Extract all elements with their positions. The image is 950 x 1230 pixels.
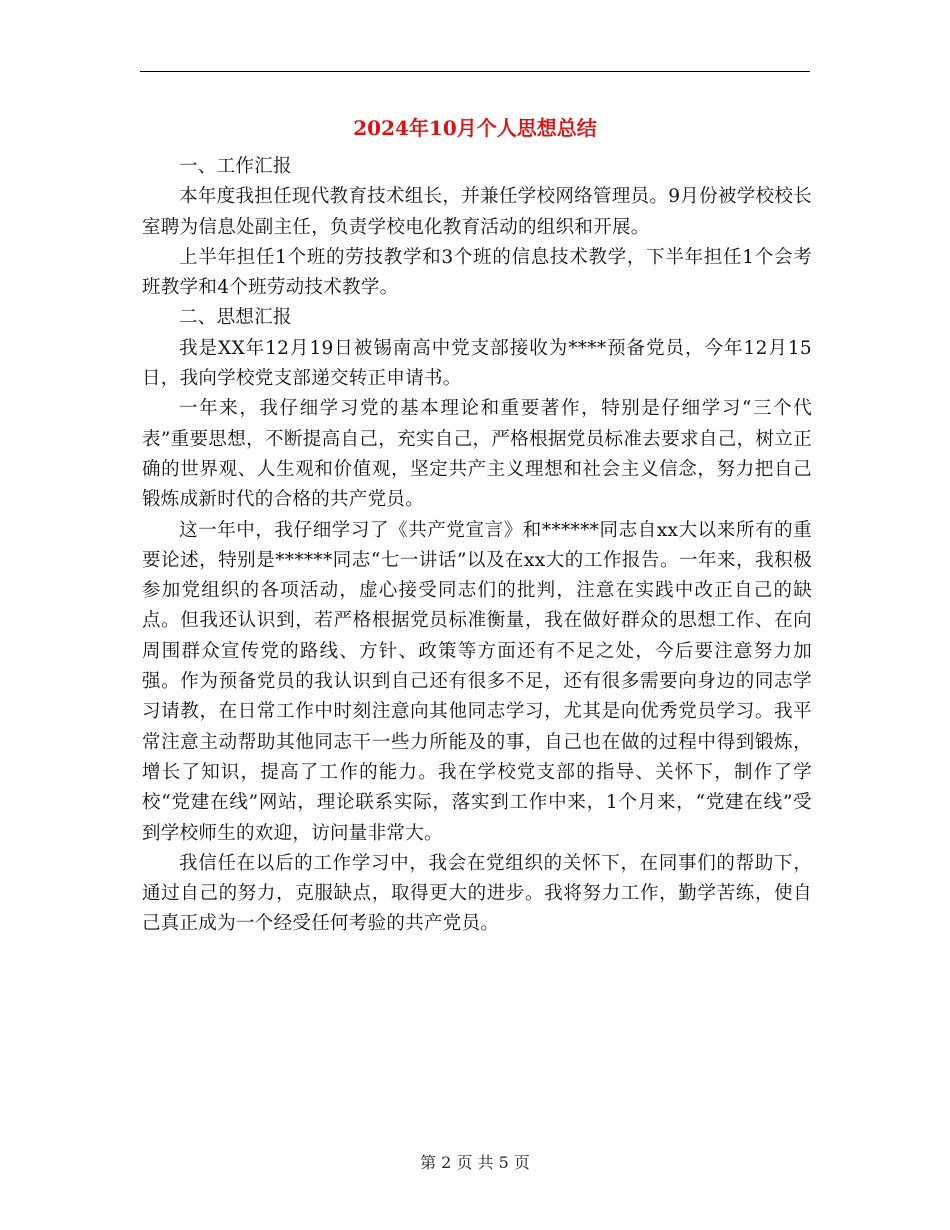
paragraph: 我信任在以后的工作学习中，我会在党组织的关怀下，在同事们的帮助下，通过自己的努力，克服缺点，取得更大的进步。我将努力工作，勤学苦练，使自己真正成为一个经受任何考验的共产党员。 [142,852,812,935]
section-heading-work: 一、工作汇报 [179,156,292,177]
paragraph: 上半年担任1个班的劳技教学和3个班的信息技术教学，下半年担任1个会考班教学和4个班劳动技术教学。 [142,246,812,299]
paragraph: 我是XX年12月19日被锡南高中党支部接收为****预备党员，今年12月15日，我向学校党支部递交转正申请书。 [142,337,812,390]
section-heading-thought: 二、思想汇报 [179,307,292,329]
paragraph: 一年来，我仔细学习党的基本理论和重要著作，特别是仔细学习“三个代表”重要思想，不断提高自己，充实自己，严格根据党员标准去要求自己，树立正确的世界观、人生观和价值观，坚定共产主义理想和社会主义信念，努力把自己锻炼成新时代的合格的共产党员。 [142,398,812,511]
paragraph: 这一年中，我仔细学习了《共产党宣言》和******同志自xx大以来所有的重要论述，特别是******同志“七一讲话”以及在xx大的工作报告。一年来，我积极参加党组织的各项活动，虚心接受同志们的批判，注意在实践中改正自己的缺点。但我还认识到，若严格根据党员标准衡量，我在做好群众的思想工作、在向周围群众宣传党的路线、方针、政策等方面还有不足之处，今后要注意努力加强。作为预备党员的我认识到自己还有很多不足，还有很多需要向身边的同志学习请教，在日常工作中时刻注意向其他同志学习，尤其是向优秀党员学习。我平常注意主动帮助其他同志干一些力所能及的事，自己也在做的过程中得到锻炼，增长了知识，提高了工作的能力。我在学校党支部的指导、关怀下，制作了学校“党建在线”网站，理论联系实际，落实到工作中来，1个月来，“党建在线”受到学校师生的欢迎，访问量非常大。 [142,519,812,844]
header-rule [140,71,810,72]
document-body [142,152,812,940]
page-footer: 第 2 页 共 5 页 [420,1153,530,1172]
paragraph: 本年度我担任现代教育技术组长，并兼任学校网络管理员。9月份被学校校长室聘为信息处副主任，负责学校电化教育活动的组织和开展。 [142,186,812,238]
document-title: 2024年10月个人思想总结 [353,116,597,140]
